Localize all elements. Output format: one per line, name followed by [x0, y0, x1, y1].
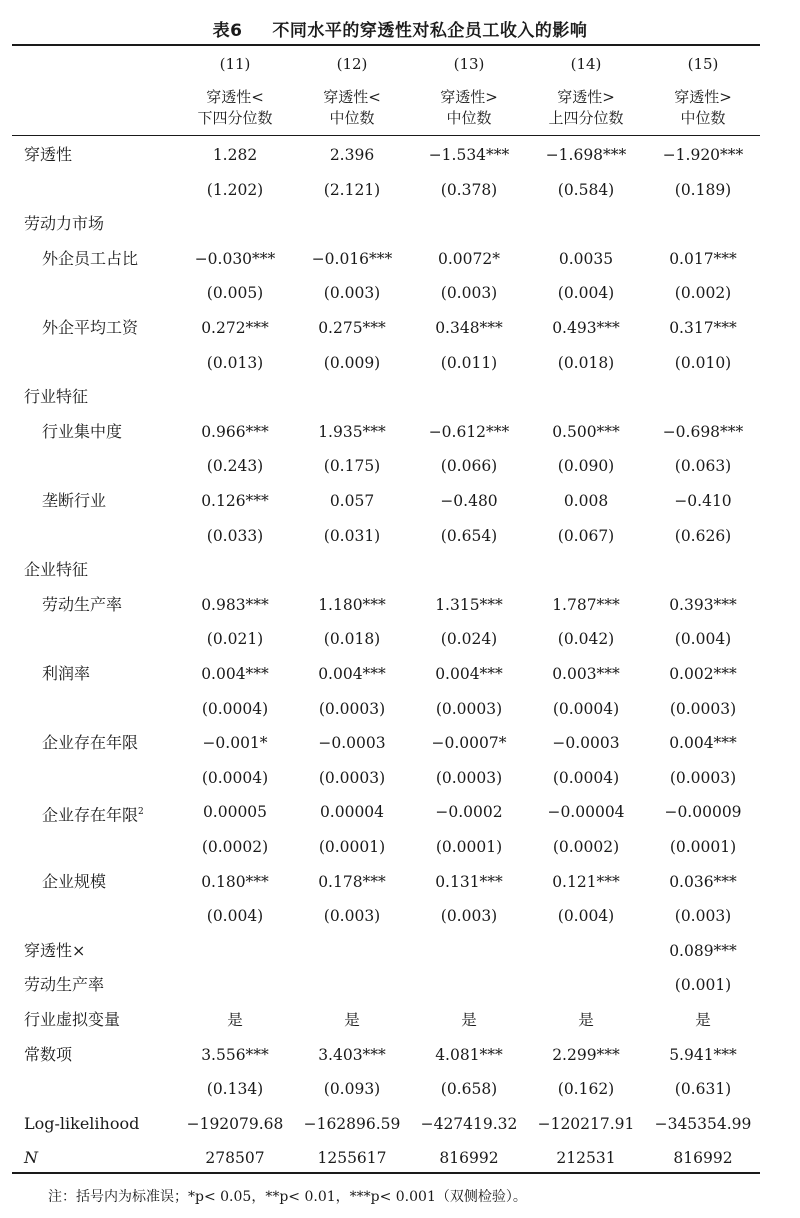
table-cell: (0.009) — [323, 353, 381, 372]
table-cell: 0.121*** — [552, 872, 620, 891]
table-cell: 816992 — [673, 1149, 733, 1168]
table-cell: (0.003) — [323, 284, 381, 303]
row-label: 劳动生产率 — [42, 594, 123, 614]
table-cell: (0.013) — [206, 353, 264, 372]
table-cell: 0.00004 — [319, 803, 385, 822]
table-cell: (0.004) — [206, 907, 264, 926]
table-cell: −0.030*** — [194, 249, 276, 268]
table-cell: −0.410 — [674, 492, 732, 510]
table-cell: 0.004*** — [318, 665, 386, 683]
table-cell: −0.0007* — [431, 734, 507, 753]
column-number: (12) — [336, 55, 368, 73]
row-label: Log-likelihood — [24, 1113, 140, 1133]
table-cell: 5.941*** — [669, 1045, 737, 1064]
row-label: 企业规模 — [42, 871, 107, 891]
table-cell: (0.002) — [674, 284, 732, 303]
table-cell: 0.003*** — [552, 665, 620, 683]
table-cell: 1.787*** — [552, 595, 620, 614]
table-row — [0, 1038, 800, 1072]
table-row — [0, 449, 800, 483]
table-cell: 0.004*** — [435, 665, 503, 683]
table-row — [0, 865, 800, 899]
table-cell: (0.018) — [323, 630, 381, 649]
table-cell: (0.004) — [557, 907, 615, 926]
table-cell: (0.066) — [440, 457, 498, 476]
table-cell: 0.131*** — [435, 872, 503, 891]
table-cell: (0.003) — [323, 907, 381, 926]
table-cell: (0.134) — [206, 1080, 264, 1099]
table-cell: 0.0035 — [558, 249, 614, 268]
table-cell: 1.315*** — [435, 595, 503, 614]
table-cell: (0.018) — [557, 353, 615, 372]
table-cell: (0.021) — [206, 630, 264, 649]
table-cell: (0.0002) — [201, 838, 269, 856]
table-cell: 是 — [578, 1011, 594, 1029]
table-cell: 是 — [344, 1011, 360, 1029]
table-row — [0, 415, 800, 449]
table-cell: 0.317*** — [669, 319, 737, 337]
table-cell: (0.005) — [206, 284, 264, 303]
table-cell: 2.396 — [329, 146, 375, 164]
table-row — [0, 761, 800, 795]
table-cell: −1.534*** — [428, 146, 510, 164]
table-cell: −0.480 — [440, 492, 498, 510]
column-number: (13) — [453, 55, 485, 73]
table-row — [0, 899, 800, 933]
table-row — [0, 484, 800, 518]
table-row — [0, 207, 800, 241]
column-label: 穿透性> — [674, 88, 732, 106]
table-row — [0, 242, 800, 276]
table-cell: (0.0003) — [318, 699, 386, 718]
table-cell: 3.556*** — [201, 1045, 269, 1064]
table-cell: (0.189) — [674, 180, 732, 199]
table-row — [0, 588, 800, 622]
row-label: 行业集中度 — [42, 421, 123, 441]
row-label: 企业存在年限$^2$ — [42, 805, 144, 825]
column-number: (15) — [687, 55, 719, 73]
row-label: 利润率 — [42, 664, 91, 683]
table-row — [0, 692, 800, 726]
header-rule — [12, 135, 760, 136]
table-cell: −0.016*** — [311, 249, 393, 268]
table-row — [0, 795, 800, 829]
table-cell: (0.0003) — [435, 699, 503, 718]
column-label: 下四分位数 — [197, 109, 273, 127]
row-label: 企业存在年限 — [42, 733, 139, 753]
table-cell: (0.0003) — [435, 768, 503, 787]
table-cell: 0.0072* — [438, 249, 500, 268]
table-cell: −192079.68 — [186, 1114, 284, 1133]
table-row — [0, 657, 800, 691]
table-cell: 1.935*** — [318, 422, 386, 441]
column-label: 穿透性< — [323, 88, 381, 106]
column-number: (11) — [219, 55, 251, 73]
table-cell: −0.612*** — [428, 422, 510, 441]
table-cell: (0.010) — [674, 353, 732, 372]
table-cell: (0.654) — [440, 526, 498, 545]
column-label: 穿透性< — [206, 88, 264, 106]
table-caption — [0, 16, 800, 41]
column-label: 中位数 — [446, 109, 492, 127]
table-cell: (0.001) — [674, 976, 732, 995]
table-cell: (0.0001) — [435, 838, 503, 856]
table-row — [0, 830, 800, 864]
table-cell: 278507 — [205, 1149, 265, 1168]
table-cell: 2.299*** — [552, 1045, 620, 1064]
table-cell: −0.00004 — [547, 803, 625, 822]
table-cell: (0.631) — [674, 1080, 732, 1099]
table-cell: 1.282 — [212, 146, 258, 164]
table-cell: (0.004) — [674, 630, 732, 649]
table-row — [0, 622, 800, 656]
table-cell: −0.698*** — [662, 422, 744, 441]
row-label: 企业特征 — [24, 560, 89, 580]
table-cell: 0.008 — [563, 492, 609, 510]
table-cell: (1.202) — [206, 180, 264, 199]
table-cell: −162896.59 — [303, 1114, 401, 1133]
table-cell: (0.243) — [206, 457, 264, 476]
row-label: 穿透性 — [24, 145, 73, 164]
table-cell: 212531 — [556, 1149, 616, 1168]
table-cell: −120217.91 — [537, 1114, 635, 1133]
table-cell: 0.966*** — [201, 422, 269, 441]
table-cell: (0.0004) — [201, 699, 269, 718]
column-label: 穿透性> — [557, 88, 615, 106]
table-cell: (0.0003) — [318, 768, 386, 787]
top-rule — [12, 44, 760, 46]
table-row — [0, 1107, 800, 1141]
table-row — [0, 726, 800, 760]
table-row — [0, 519, 800, 553]
table-cell: 是 — [695, 1011, 711, 1029]
table-cell: 0.002*** — [669, 665, 737, 683]
row-label: 垄断行业 — [42, 491, 107, 510]
table-cell: 0.00005 — [202, 803, 268, 822]
table-cell: 是 — [227, 1011, 243, 1029]
table-cell: 0.126*** — [201, 492, 269, 510]
table-cell: (2.121) — [323, 180, 381, 199]
table-row — [0, 346, 800, 380]
table-cell: 0.057 — [329, 492, 375, 510]
table-cell: (0.011) — [440, 353, 498, 372]
table-cell: −1.698*** — [545, 146, 627, 164]
table-cell: (0.584) — [557, 180, 615, 199]
table-cell: 0.500*** — [552, 422, 620, 441]
column-label: 上四分位数 — [548, 109, 624, 127]
table-cell: 0.004*** — [669, 734, 737, 753]
table-cell: (0.0004) — [552, 699, 620, 718]
table-row — [0, 276, 800, 310]
table-cell: 3.403*** — [318, 1045, 386, 1064]
table-cell: (0.378) — [440, 180, 498, 199]
table-cell: −1.920*** — [662, 146, 744, 164]
table-cell: −0.0003 — [552, 734, 620, 753]
table-cell: (0.090) — [557, 457, 615, 476]
table-cell: (0.003) — [440, 284, 498, 303]
table-cell: (0.0004) — [552, 768, 620, 787]
column-header-5 — [644, 54, 762, 129]
column-label: 中位数 — [680, 109, 726, 127]
table-row — [0, 968, 800, 1002]
table-cell: 0.348*** — [435, 319, 503, 337]
table-cell: (0.031) — [323, 526, 381, 545]
table-cell: 0.180*** — [201, 872, 269, 891]
table-cell: −345354.99 — [654, 1114, 752, 1133]
table-cell: (0.0004) — [201, 768, 269, 787]
table-cell: −0.0002 — [435, 803, 503, 822]
table-note: 注：括号内为标准误；*p< 0.05，**p< 0.01，***p< 0.001（双侧检验）。 — [48, 1189, 527, 1205]
table-cell: (0.003) — [440, 907, 498, 926]
row-label: 行业虚拟变量 — [24, 1010, 121, 1029]
column-header-4 — [527, 54, 645, 129]
table-cell: 是 — [461, 1011, 477, 1029]
table-row — [0, 1003, 800, 1037]
table-cell: 0.017*** — [669, 249, 737, 268]
table-row — [0, 173, 800, 207]
superscript: 2 — [138, 807, 144, 818]
row-label: 外企平均工资 — [42, 318, 139, 337]
table-cell: (0.033) — [206, 526, 264, 545]
table-title: 不同水平的穿透性对私企员工收入的影响 — [272, 21, 588, 41]
table-cell: 0.983*** — [201, 595, 269, 614]
row-label: 劳动生产率 — [24, 975, 105, 995]
table-cell: 816992 — [439, 1149, 499, 1168]
row-label: 穿透性× — [24, 940, 86, 960]
table-cell: 0.393*** — [669, 595, 737, 614]
table-cell: 0.272*** — [201, 319, 269, 337]
row-label: 行业特征 — [24, 387, 89, 407]
table-cell: (0.024) — [440, 630, 498, 649]
table-cell: (0.004) — [557, 284, 615, 303]
table-cell: (0.162) — [557, 1080, 615, 1099]
table-row — [0, 380, 800, 414]
table-cell: 1255617 — [317, 1149, 387, 1168]
table-cell: (0.0002) — [552, 838, 620, 856]
table-cell: 0.178*** — [318, 872, 386, 891]
table-cell: −0.00009 — [664, 803, 742, 822]
table-cell: (0.0001) — [669, 838, 737, 856]
table-cell: 0.275*** — [318, 319, 386, 337]
column-header-3 — [410, 54, 528, 129]
table-cell: 1.180*** — [318, 595, 386, 614]
table-row — [0, 138, 800, 172]
column-label: 中位数 — [329, 109, 375, 127]
table-cell: (0.626) — [674, 526, 732, 545]
table-cell: −0.001* — [202, 734, 268, 753]
table-cell: −0.0003 — [318, 734, 386, 753]
table-number: 表6 — [212, 21, 243, 41]
table-cell: 0.004*** — [201, 665, 269, 683]
table-row — [0, 1141, 800, 1175]
table-cell: (0.658) — [440, 1080, 498, 1099]
row-label: 常数项 — [24, 1044, 73, 1064]
table-cell: (0.067) — [557, 526, 615, 545]
column-label: 穿透性> — [440, 88, 498, 106]
table-cell: 0.089*** — [669, 941, 737, 960]
row-label: 劳动力市场 — [24, 214, 105, 234]
table-row — [0, 553, 800, 587]
table-cell: (0.0003) — [669, 699, 737, 718]
table-cell: (0.0003) — [669, 768, 737, 787]
column-header-1 — [176, 54, 294, 129]
table-cell: −427419.32 — [420, 1114, 518, 1133]
table-row — [0, 934, 800, 968]
table-row — [0, 1072, 800, 1106]
table-cell: 0.493*** — [552, 319, 620, 337]
column-header-2 — [293, 54, 411, 129]
table-cell: 4.081*** — [435, 1045, 503, 1064]
table-cell: (0.003) — [674, 907, 732, 926]
table-cell: (0.042) — [557, 630, 615, 649]
column-number: (14) — [570, 55, 602, 73]
table-cell: (0.093) — [323, 1080, 381, 1099]
table-cell: (0.063) — [674, 457, 732, 476]
table-cell: 0.036*** — [669, 872, 737, 891]
row-label: 外企员工占比 — [42, 248, 139, 268]
table-row — [0, 311, 800, 345]
row-label: N — [24, 1148, 38, 1168]
table-cell: (0.0001) — [318, 838, 386, 856]
table-cell: (0.175) — [323, 457, 381, 476]
